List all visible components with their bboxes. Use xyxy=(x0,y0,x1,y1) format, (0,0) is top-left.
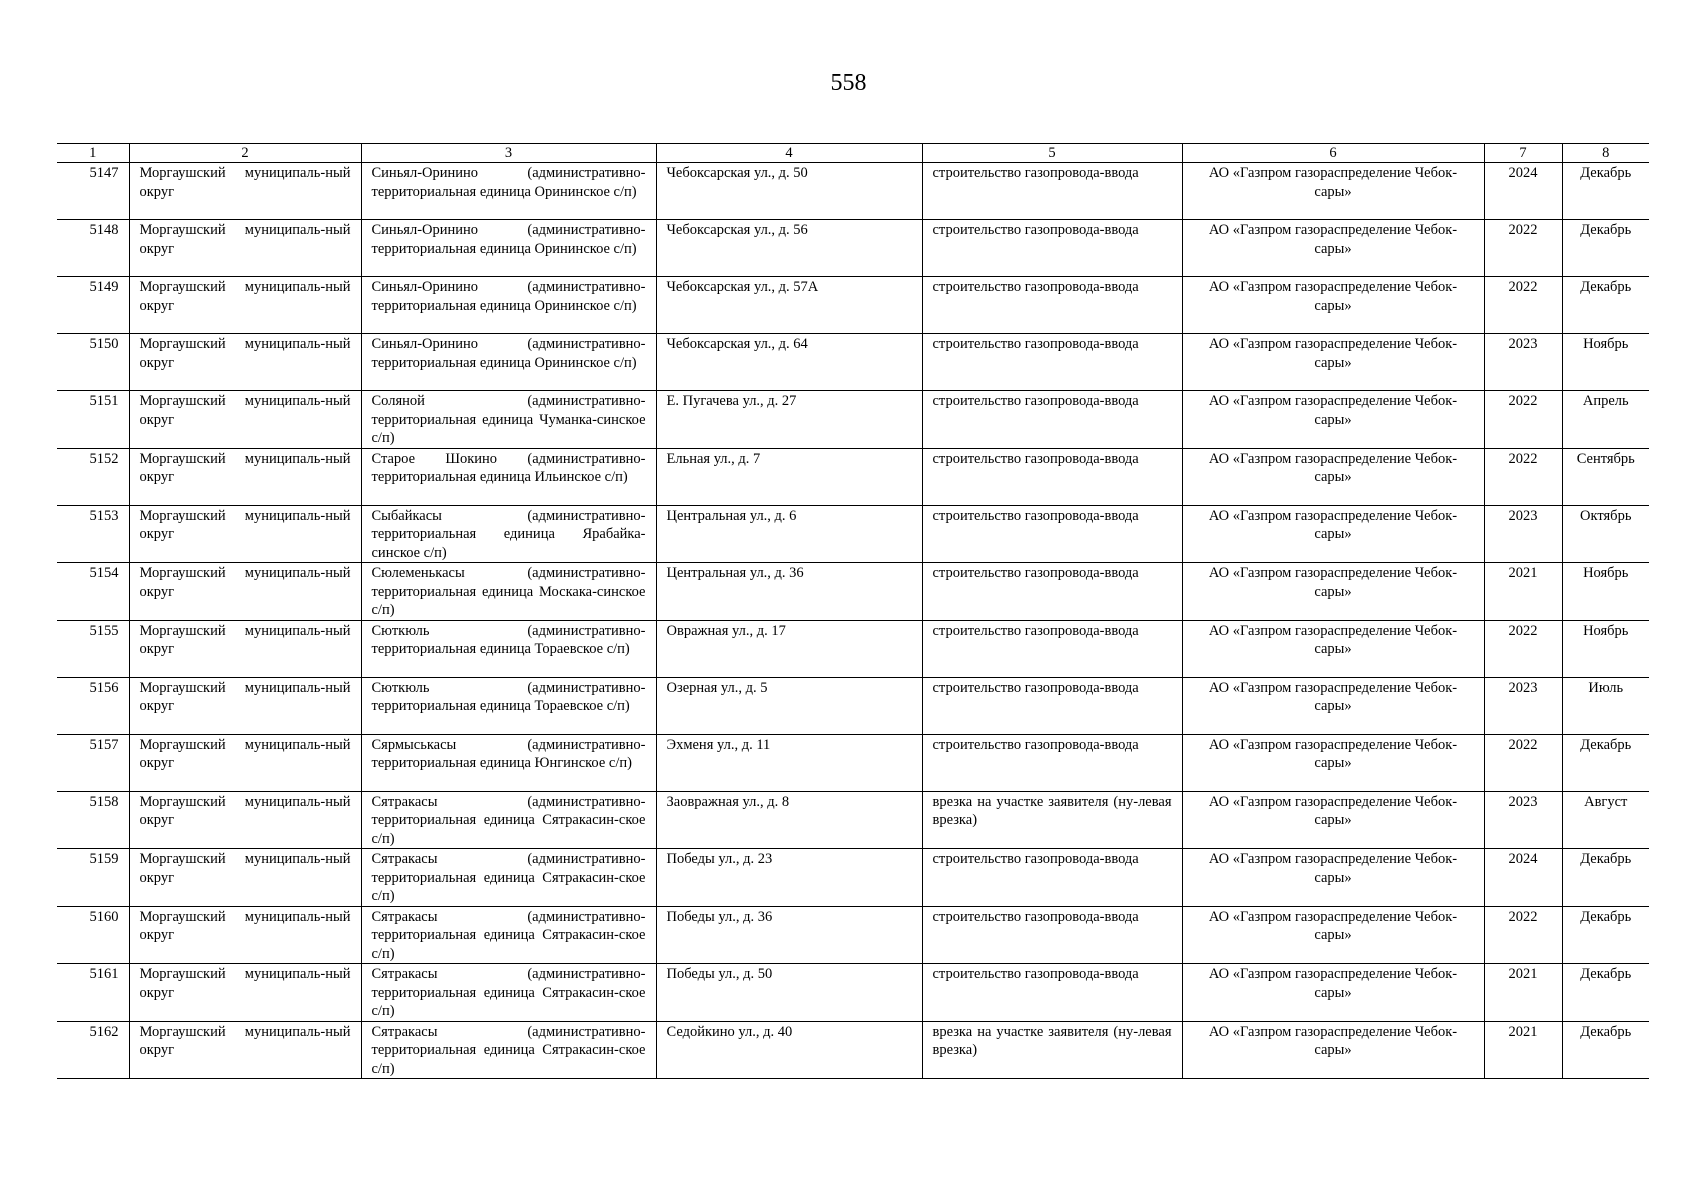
locality-cell: Синьял-Оринино (административно-территориальная единица Орининское с/п) xyxy=(361,163,656,220)
year-cell: 2023 xyxy=(1484,505,1562,563)
work-type-cell: врезка на участке заявителя (ну-левая врезка) xyxy=(922,791,1182,849)
district-cell: Моргаушский муниципаль-ный округ xyxy=(129,849,361,907)
month-cell: Декабрь xyxy=(1562,906,1649,964)
row-number-cell: 5159 xyxy=(57,849,129,907)
district-cell: Моргаушский муниципаль-ный округ xyxy=(129,220,361,277)
table-row xyxy=(57,220,1649,277)
table-row xyxy=(57,906,1649,964)
row-number-cell: 5161 xyxy=(57,964,129,1022)
row-number-cell: 5160 xyxy=(57,906,129,964)
locality-cell: Синьял-Оринино (административно-территориальная единица Орининское с/п) xyxy=(361,334,656,391)
table-row xyxy=(57,791,1649,849)
district-cell: Моргаушский муниципаль-ный округ xyxy=(129,906,361,964)
table-row xyxy=(57,620,1649,677)
address-cell: Победы ул., д. 23 xyxy=(656,849,922,907)
work-type-cell: врезка на участке заявителя (ну-левая врезка) xyxy=(922,1021,1182,1079)
month-cell: Октябрь xyxy=(1562,505,1649,563)
month-cell: Декабрь xyxy=(1562,734,1649,791)
district-cell: Моргаушский муниципаль-ный округ xyxy=(129,677,361,734)
district-cell: Моргаушский муниципаль-ный округ xyxy=(129,391,361,449)
column-header: 8 xyxy=(1562,144,1649,163)
address-cell: Седойкино ул., д. 40 xyxy=(656,1021,922,1079)
row-number-cell: 5158 xyxy=(57,791,129,849)
work-type-cell: строительство газопровода-ввода xyxy=(922,677,1182,734)
row-number-cell: 5162 xyxy=(57,1021,129,1079)
row-number-cell: 5149 xyxy=(57,277,129,334)
year-cell: 2021 xyxy=(1484,964,1562,1022)
organization-cell: АО «Газпром газораспределение Чебок-сары» xyxy=(1182,277,1484,334)
table-row xyxy=(57,1021,1649,1079)
address-cell: Овражная ул., д. 17 xyxy=(656,620,922,677)
locality-cell: Сюткюль (административно-территориальная единица Тораевское с/п) xyxy=(361,677,656,734)
work-type-cell: строительство газопровода-ввода xyxy=(922,734,1182,791)
work-type-cell: строительство газопровода-ввода xyxy=(922,220,1182,277)
month-cell: Ноябрь xyxy=(1562,334,1649,391)
month-cell: Декабрь xyxy=(1562,277,1649,334)
register-table xyxy=(57,143,1649,1079)
work-type-cell: строительство газопровода-ввода xyxy=(922,391,1182,449)
row-number-cell: 5150 xyxy=(57,334,129,391)
year-cell: 2024 xyxy=(1484,849,1562,907)
organization-cell: АО «Газпром газораспределение Чебок-сары» xyxy=(1182,734,1484,791)
locality-cell: Сятракасы (административно-территориальная единица Сятракасин-ское с/п) xyxy=(361,791,656,849)
organization-cell: АО «Газпром газораспределение Чебок-сары» xyxy=(1182,964,1484,1022)
address-cell: Заовражная ул., д. 8 xyxy=(656,791,922,849)
month-cell: Ноябрь xyxy=(1562,563,1649,621)
work-type-cell: строительство газопровода-ввода xyxy=(922,448,1182,505)
table-row xyxy=(57,505,1649,563)
row-number-cell: 5152 xyxy=(57,448,129,505)
table-row xyxy=(57,734,1649,791)
work-type-cell: строительство газопровода-ввода xyxy=(922,563,1182,621)
table-row xyxy=(57,964,1649,1022)
address-cell: Центральная ул., д. 6 xyxy=(656,505,922,563)
work-type-cell: строительство газопровода-ввода xyxy=(922,620,1182,677)
table-row xyxy=(57,334,1649,391)
address-cell: Центральная ул., д. 36 xyxy=(656,563,922,621)
locality-cell: Сыбайкасы (административно-территориальная единица Ярабайка-синское с/п) xyxy=(361,505,656,563)
year-cell: 2022 xyxy=(1484,620,1562,677)
work-type-cell: строительство газопровода-ввода xyxy=(922,505,1182,563)
organization-cell: АО «Газпром газораспределение Чебок-сары» xyxy=(1182,791,1484,849)
month-cell: Декабрь xyxy=(1562,220,1649,277)
year-cell: 2021 xyxy=(1484,563,1562,621)
row-number-cell: 5147 xyxy=(57,163,129,220)
organization-cell: АО «Газпром газораспределение Чебок-сары» xyxy=(1182,906,1484,964)
row-number-cell: 5154 xyxy=(57,563,129,621)
address-cell: Озерная ул., д. 5 xyxy=(656,677,922,734)
work-type-cell: строительство газопровода-ввода xyxy=(922,334,1182,391)
work-type-cell: строительство газопровода-ввода xyxy=(922,163,1182,220)
work-type-cell: строительство газопровода-ввода xyxy=(922,849,1182,907)
organization-cell: АО «Газпром газораспределение Чебок-сары» xyxy=(1182,163,1484,220)
locality-cell: Соляной (административно-территориальная единица Чуманка-синское с/п) xyxy=(361,391,656,449)
month-cell: Июль xyxy=(1562,677,1649,734)
organization-cell: АО «Газпром газораспределение Чебок-сары» xyxy=(1182,220,1484,277)
month-cell: Декабрь xyxy=(1562,1021,1649,1079)
address-cell: Эхменя ул., д. 11 xyxy=(656,734,922,791)
locality-cell: Сятракасы (административно-территориальная единица Сятракасин-ское с/п) xyxy=(361,906,656,964)
table-row xyxy=(57,849,1649,907)
organization-cell: АО «Газпром газораспределение Чебок-сары» xyxy=(1182,677,1484,734)
row-number-cell: 5148 xyxy=(57,220,129,277)
table-row xyxy=(57,563,1649,621)
organization-cell: АО «Газпром газораспределение Чебок-сары» xyxy=(1182,563,1484,621)
row-number-cell: 5151 xyxy=(57,391,129,449)
column-header: 5 xyxy=(922,144,1182,163)
address-cell: Победы ул., д. 50 xyxy=(656,964,922,1022)
address-cell: Победы ул., д. 36 xyxy=(656,906,922,964)
organization-cell: АО «Газпром газораспределение Чебок-сары» xyxy=(1182,448,1484,505)
organization-cell: АО «Газпром газораспределение Чебок-сары» xyxy=(1182,334,1484,391)
address-cell: Чебоксарская ул., д. 57А xyxy=(656,277,922,334)
table-row xyxy=(57,391,1649,449)
table-row xyxy=(57,277,1649,334)
address-cell: Ельная ул., д. 7 xyxy=(656,448,922,505)
column-header: 3 xyxy=(361,144,656,163)
work-type-cell: строительство газопровода-ввода xyxy=(922,964,1182,1022)
month-cell: Декабрь xyxy=(1562,849,1649,907)
district-cell: Моргаушский муниципаль-ный округ xyxy=(129,505,361,563)
column-header: 6 xyxy=(1182,144,1484,163)
address-cell: Чебоксарская ул., д. 64 xyxy=(656,334,922,391)
year-cell: 2022 xyxy=(1484,734,1562,791)
year-cell: 2023 xyxy=(1484,334,1562,391)
year-cell: 2022 xyxy=(1484,448,1562,505)
month-cell: Декабрь xyxy=(1562,964,1649,1022)
locality-cell: Сятракасы (административно-территориальная единица Сятракасин-ское с/п) xyxy=(361,964,656,1022)
year-cell: 2022 xyxy=(1484,391,1562,449)
work-type-cell: строительство газопровода-ввода xyxy=(922,277,1182,334)
year-cell: 2024 xyxy=(1484,163,1562,220)
locality-cell: Старое Шокино (административно-территориальная единица Ильинское с/п) xyxy=(361,448,656,505)
district-cell: Моргаушский муниципаль-ный округ xyxy=(129,277,361,334)
district-cell: Моргаушский муниципаль-ный округ xyxy=(129,334,361,391)
work-type-cell: строительство газопровода-ввода xyxy=(922,906,1182,964)
column-header: 2 xyxy=(129,144,361,163)
year-cell: 2022 xyxy=(1484,277,1562,334)
organization-cell: АО «Газпром газораспределение Чебок-сары» xyxy=(1182,1021,1484,1079)
month-cell: Август xyxy=(1562,791,1649,849)
column-header: 1 xyxy=(57,144,129,163)
locality-cell: Сюткюль (административно-территориальная единица Тораевское с/п) xyxy=(361,620,656,677)
column-header: 7 xyxy=(1484,144,1562,163)
year-cell: 2022 xyxy=(1484,906,1562,964)
district-cell: Моргаушский муниципаль-ный округ xyxy=(129,563,361,621)
table-row xyxy=(57,163,1649,220)
page-number: 558 xyxy=(830,70,867,96)
table-row xyxy=(57,448,1649,505)
row-number-cell: 5153 xyxy=(57,505,129,563)
locality-cell: Сятракасы (административно-территориальная единица Сятракасин-ское с/п) xyxy=(361,1021,656,1079)
column-number-row xyxy=(57,144,1649,163)
locality-cell: Сюлеменькасы (административно-территориальная единица Москака-синское с/п) xyxy=(361,563,656,621)
year-cell: 2022 xyxy=(1484,220,1562,277)
year-cell: 2021 xyxy=(1484,1021,1562,1079)
district-cell: Моргаушский муниципаль-ный округ xyxy=(129,964,361,1022)
month-cell: Сентябрь xyxy=(1562,448,1649,505)
address-cell: Чебоксарская ул., д. 50 xyxy=(656,163,922,220)
district-cell: Моргаушский муниципаль-ный округ xyxy=(129,1021,361,1079)
locality-cell: Сятракасы (административно-территориальная единица Сятракасин-ское с/п) xyxy=(361,849,656,907)
year-cell: 2023 xyxy=(1484,791,1562,849)
locality-cell: Сярмыськасы (административно-территориальная единица Юнгинское с/п) xyxy=(361,734,656,791)
row-number-cell: 5157 xyxy=(57,734,129,791)
table-row xyxy=(57,677,1649,734)
organization-cell: АО «Газпром газораспределение Чебок-сары» xyxy=(1182,505,1484,563)
row-number-cell: 5155 xyxy=(57,620,129,677)
address-cell: Чебоксарская ул., д. 56 xyxy=(656,220,922,277)
locality-cell: Синьял-Оринино (административно-территориальная единица Орининское с/п) xyxy=(361,220,656,277)
column-header: 4 xyxy=(656,144,922,163)
address-cell: Е. Пугачева ул., д. 27 xyxy=(656,391,922,449)
district-cell: Моргаушский муниципаль-ный округ xyxy=(129,620,361,677)
district-cell: Моргаушский муниципаль-ный округ xyxy=(129,791,361,849)
year-cell: 2023 xyxy=(1484,677,1562,734)
locality-cell: Синьял-Оринино (административно-территориальная единица Орининское с/п) xyxy=(361,277,656,334)
month-cell: Ноябрь xyxy=(1562,620,1649,677)
organization-cell: АО «Газпром газораспределение Чебок-сары» xyxy=(1182,620,1484,677)
month-cell: Декабрь xyxy=(1562,163,1649,220)
district-cell: Моргаушский муниципаль-ный округ xyxy=(129,734,361,791)
organization-cell: АО «Газпром газораспределение Чебок-сары» xyxy=(1182,849,1484,907)
district-cell: Моргаушский муниципаль-ный округ xyxy=(129,448,361,505)
district-cell: Моргаушский муниципаль-ный округ xyxy=(129,163,361,220)
month-cell: Апрель xyxy=(1562,391,1649,449)
organization-cell: АО «Газпром газораспределение Чебок-сары» xyxy=(1182,391,1484,449)
row-number-cell: 5156 xyxy=(57,677,129,734)
